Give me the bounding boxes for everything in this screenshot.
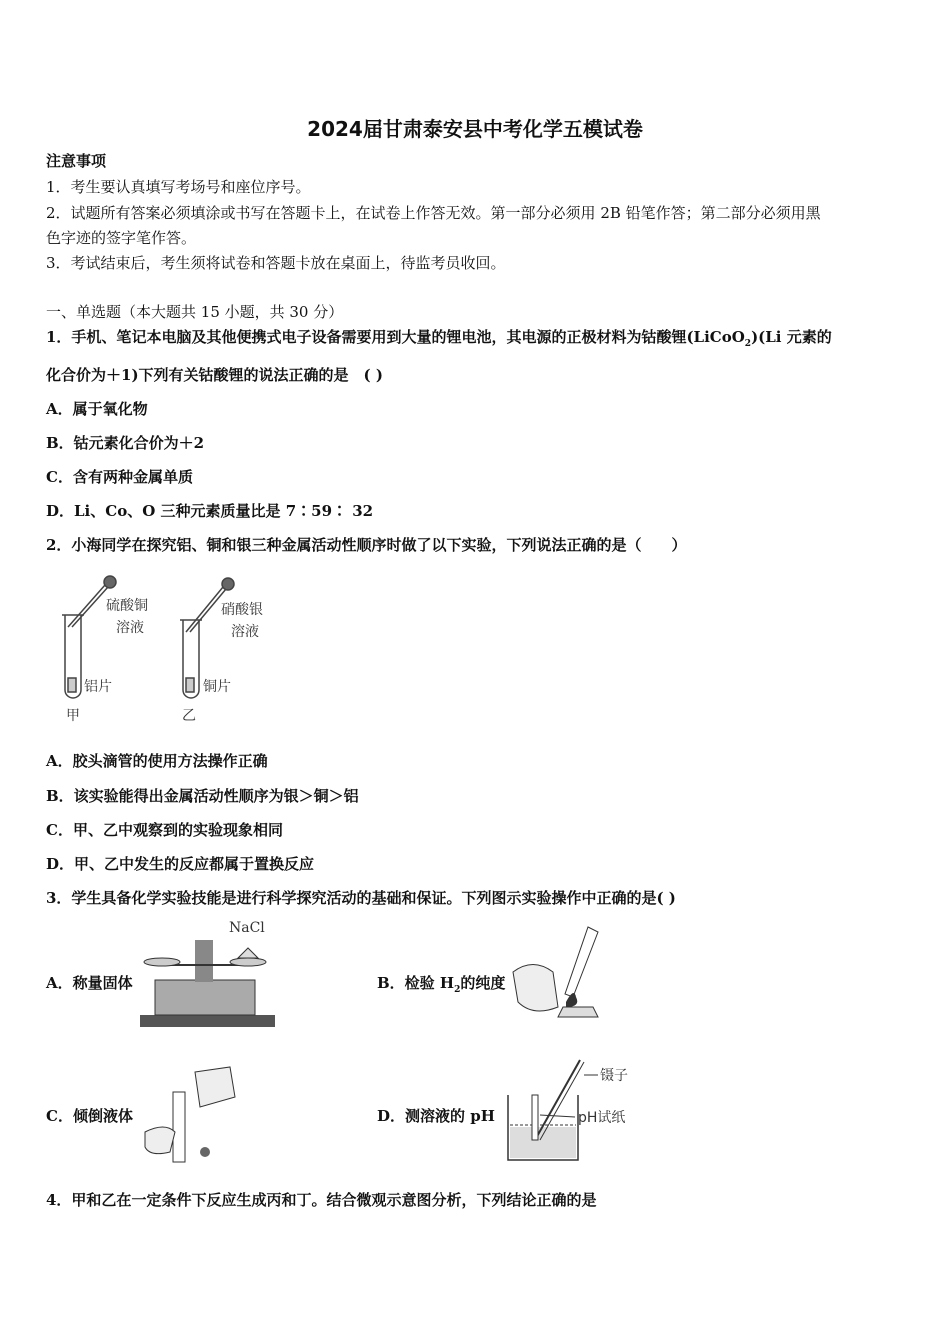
- label-copper: 铜片: [203, 679, 231, 695]
- notice-item: 1．考生要认真填写考场号和座位序号。: [46, 178, 311, 196]
- question-2-stem: 2．小海同学在探究铝、铜和银三种金属活动性顺序时做了以下实验，下列说法正确的是（ ）: [46, 536, 687, 554]
- question-1-stem-cont: 化合价为＋1)下列有关钴酸锂的说法正确的是 ( ): [46, 366, 383, 384]
- option-c: C．倾倒液体: [46, 1107, 133, 1125]
- label-ph-paper: pH试纸: [578, 1110, 626, 1126]
- question-3-stem: 3．学生具备化学实验技能是进行科学探究活动的基础和保证。下列图示实验操作中正确的是( ): [46, 889, 676, 907]
- label-yi: 乙: [182, 708, 196, 724]
- test-tube-experiment-figure: [50, 575, 310, 730]
- option-b: B．该实验能得出金属活动性顺序为银＞铜＞铝: [46, 787, 359, 805]
- label-solution: 溶液: [116, 620, 144, 636]
- label-nacl: NaCl: [229, 920, 265, 936]
- option-a: A．称量固体: [46, 974, 133, 992]
- label-solution: 溶液: [231, 624, 259, 640]
- option-c: C．含有两种金属单质: [46, 468, 193, 486]
- option-d: D．Li、Co、O 三种元素质量比是 7∶59∶ 32: [46, 502, 374, 520]
- notice-item: 3．考试结束后，考生须将试卷和答题卡放在桌面上，待监考员收回。: [46, 254, 506, 272]
- label-tweezers: 镊子: [600, 1068, 628, 1084]
- question-4-stem: 4．甲和乙在一定条件下反应生成丙和丁。结合微观示意图分析，下列结论正确的是: [46, 1191, 597, 1209]
- notice-item: 2．试题所有答案必须填涂或书写在答题卡上，在试卷上作答无效。第一部分必须用 2B 铅笔作答；第二部分必须用黑: [46, 204, 821, 222]
- pouring-liquid-figure: [140, 1062, 240, 1166]
- label-silver-nitrate: 硝酸银: [221, 602, 263, 618]
- question-1-stem: 1．手机、笔记本电脑及其他便携式电子设备需要用到大量的锂电池，其电源的正极材料为钴酸锂(LiCoO$_2$)(Li 元素的: [46, 328, 832, 349]
- option-d: D．测溶液的 pH: [377, 1107, 495, 1125]
- notice-heading: 注意事项: [46, 152, 107, 170]
- section-heading: 一、单选题（本大题共 15 小题，共 30 分）: [46, 303, 344, 321]
- option-c: C．甲、乙中观察到的实验现象相同: [46, 821, 283, 839]
- option-b: B．检验 $H_2$的纯度: [377, 974, 506, 995]
- option-d: D．甲、乙中发生的反应都属于置换反应: [46, 855, 315, 873]
- label-copper-sulfate: 硫酸铜: [106, 598, 148, 614]
- hydrogen-purity-test-figure: [508, 922, 608, 1032]
- option-a: A．属于氧化物: [46, 400, 148, 418]
- notice-item: 色字迹的签字笔作答。: [46, 229, 197, 247]
- option-a: A．胶头滴管的使用方法操作正确: [46, 752, 268, 770]
- label-aluminum: 铝片: [84, 679, 112, 695]
- label-jia: 甲: [66, 708, 80, 724]
- page-title: 2024届甘肃泰安县中考化学五模试卷: [307, 117, 643, 141]
- option-b: B．钴元素化合价为＋2: [46, 434, 205, 452]
